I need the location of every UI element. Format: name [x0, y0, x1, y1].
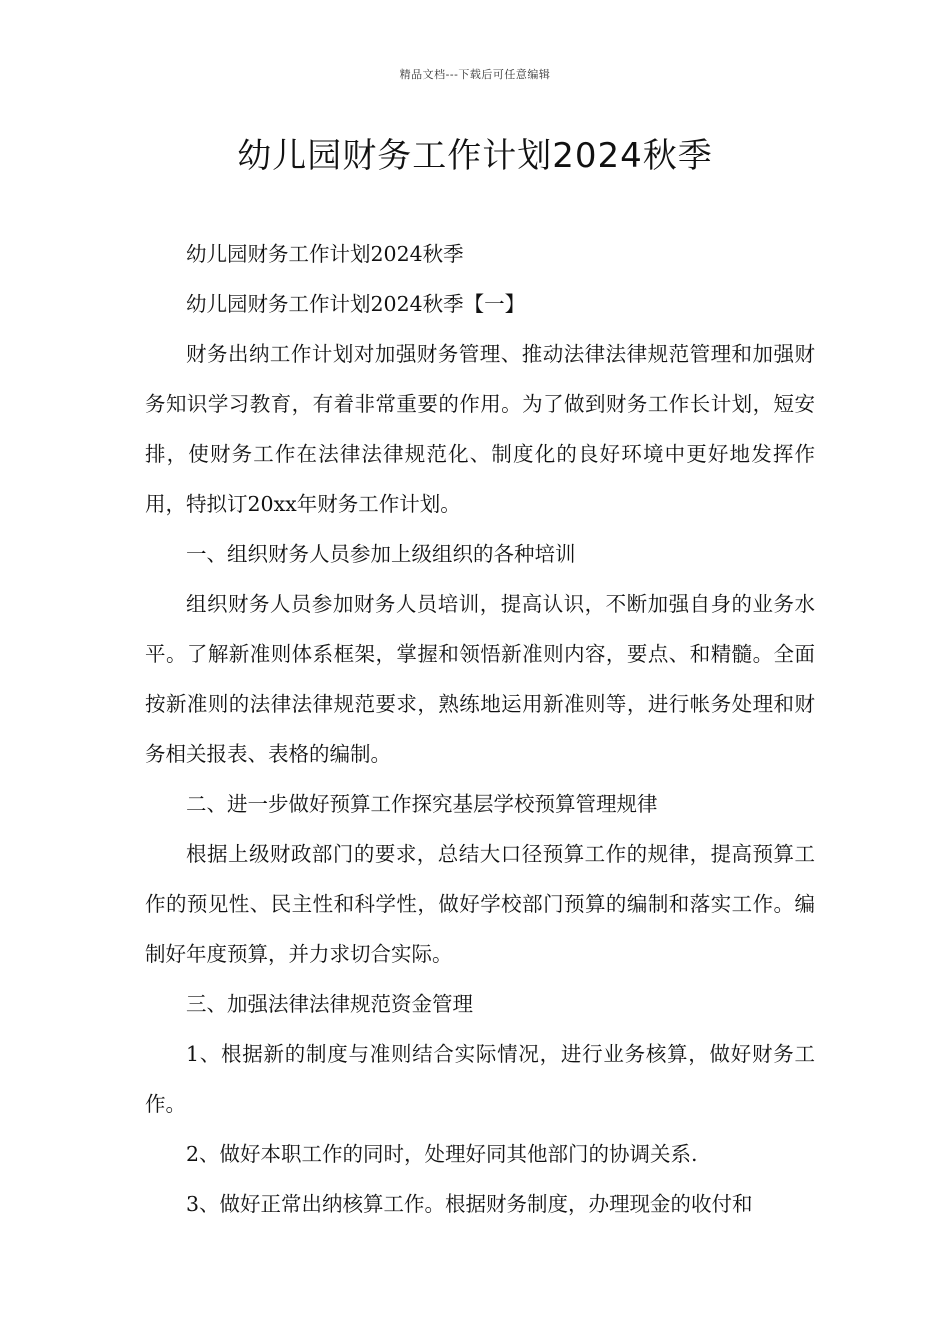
- paragraph-item-3: 3、做好正常出纳核算工作。根据财务制度，办理现金的收付和: [186, 1192, 753, 1216]
- document-body: [145, 229, 815, 1229]
- paragraph-item-2: 2、做好本职工作的同时，处理好同其他部门的协调关系.: [186, 1142, 698, 1166]
- paragraph-subtitle: 幼儿园财务工作计划2024秋季: [186, 242, 464, 266]
- paragraph-budget: 根据上级财政部门的要求，总结大口径预算工作的规律，提高预算工作的预见性、民主性和科学性，做好学校部门预算的编制和落实工作。编制好年度预算，并力求切合实际。: [145, 842, 815, 966]
- paragraph-training: 组织财务人员参加财务人员培训，提高认识，不断加强自身的业务水平。了解新准则体系框架，掌握和领悟新准则内容，要点、和精髓。全面按新准则的法律法律规范要求，熟练地运用新准则等，进行帐务处理和财务相关报表、表格的编制。: [145, 592, 815, 766]
- paragraph-heading-3: 三、加强法律法律规范资金管理: [186, 992, 473, 1016]
- paragraph-heading-1: 一、组织财务人员参加上级组织的各种培训: [186, 542, 576, 566]
- header-note: 精品文档---下载后可任意编辑: [399, 68, 551, 81]
- document-title: 幼儿园财务工作计划2024秋季: [237, 136, 713, 176]
- paragraph-item-1: 1、根据新的制度与准则结合实际情况，进行业务核算，做好财务工作。: [145, 1042, 815, 1116]
- paragraph-heading-2: 二、进一步做好预算工作探究基层学校预算管理规律: [186, 792, 658, 816]
- paragraph-intro: 财务出纳工作计划对加强财务管理、推动法律法律规范管理和加强财务知识学习教育，有着非常重要的作用。为了做到财务工作长计划，短安排，使财务工作在法律法律规范化、制度化的良好环境中更好地发挥作用，特拟订20xx年财务工作计划。: [145, 342, 815, 516]
- paragraph-section-heading: 幼儿园财务工作计划2024秋季【一】: [186, 292, 526, 316]
